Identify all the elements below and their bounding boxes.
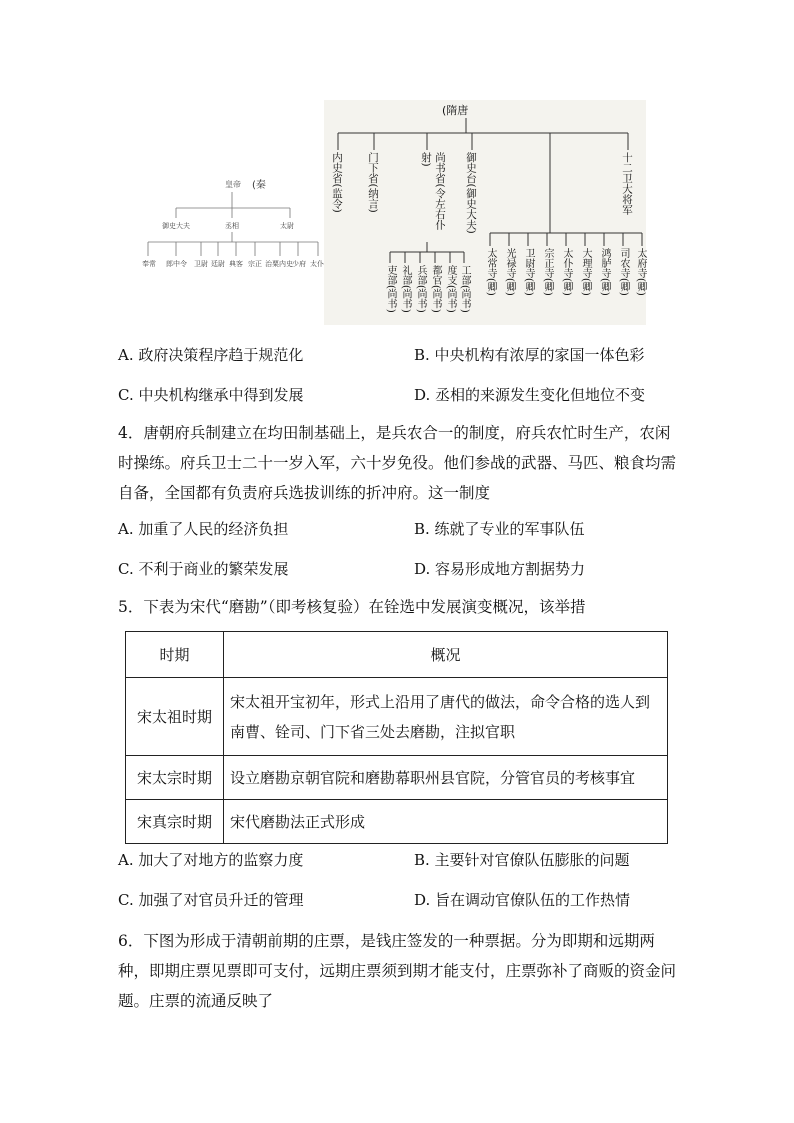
table-cell-desc: 宋代磨勘法正式形成 (224, 800, 668, 844)
q4-option-c[interactable]: C. 不利于商业的繁荣发展 (118, 560, 289, 578)
q5-option-c[interactable]: C. 加强了对官员升迁的管理 (118, 891, 304, 909)
court-item: 太常寺(卿) (485, 248, 496, 296)
q5-option-b[interactable]: B. 主要针对官僚队伍膨胀的问题 (414, 851, 630, 869)
qin-l2-item: 太尉 (280, 222, 294, 230)
table-cell-desc: 宋太祖开宝初年，形式上沿用了唐代的做法，命令合格的选人到南曹、铨司、门下省三处去磨勘，注拟官职 (224, 678, 668, 756)
q3-option-a[interactable]: A. 政府决策程序趋于规范化 (118, 346, 304, 364)
qin-l3-item: 宗正 (248, 260, 262, 268)
court-item: 光禄寺(卿) (504, 248, 515, 296)
q5-stem: 5．下表为宋代“磨勘”（即考核复验）在铨选中发展演变概况，该举措 (118, 598, 586, 616)
branch-item: 门下省(纳言) (367, 152, 379, 213)
suitang-top-label: (隋唐 (442, 104, 469, 117)
table-header-period: 时期 (126, 632, 224, 678)
qin-top-mark: (秦 (252, 180, 266, 191)
table-cell-desc: 设立磨勘京朝官院和磨勘幕职州县官院，分管官员的考核事宜 (224, 756, 668, 800)
q4-option-a[interactable]: A. 加重了人民的经济负担 (118, 520, 289, 538)
ministry-item: 吏部(尚书) (385, 265, 396, 313)
table-row (126, 800, 668, 844)
table-header-desc: 概况 (224, 632, 668, 678)
qin-l3-item: 廷尉 (211, 260, 225, 268)
suitang-org-chart (324, 100, 646, 325)
table-row (126, 678, 668, 756)
qin-l3-item: 郎中令 (166, 260, 187, 268)
court-item: 太府寺(卿) (635, 248, 646, 296)
qin-org-chart (140, 170, 330, 280)
q3-option-c[interactable]: C. 中央机构继承中得到发展 (118, 386, 304, 404)
q5-table (125, 631, 668, 844)
q6-stem: 6．下图为形成于清朝前期的庄票，是钱庄签发的一种票据。分为即期和远期两种，即期庄票见票即可支付，远期庄票须到期才能支付，庄票弥补了商贩的资金问题。庄票的流通反映了 (118, 932, 677, 1010)
qin-l3-item: 典客 (229, 260, 243, 268)
court-item: 太仆寺(卿) (561, 248, 572, 296)
court-item: 司农寺(卿) (618, 248, 629, 296)
qin-l3-item: 卫尉 (194, 260, 208, 268)
qin-l3-item: 治粟内史 (265, 260, 293, 268)
q4-option-d[interactable]: D. 容易形成地方割据势力 (414, 560, 586, 578)
q5-option-d[interactable]: D. 旨在调动官僚队伍的工作热情 (414, 891, 631, 909)
table-cell-period: 宋太祖时期 (126, 678, 224, 756)
court-item: 卫尉寺(卿) (523, 248, 534, 296)
court-item: 宗正寺(卿) (542, 248, 553, 296)
qin-l2-item: 御史大夫 (162, 222, 190, 230)
ministry-item: 兵部(尚书) (415, 265, 426, 313)
qin-l3-item: 太仆 (310, 260, 324, 268)
branch-item: 尚书省(令左右仆射) (420, 152, 446, 230)
qin-l3-item: 少府 (292, 260, 306, 268)
branch-item: 十二卫大将军 (621, 152, 633, 215)
ministry-item: 都官(尚书) (430, 265, 441, 313)
q4-stem: 4．唐朝府兵制建立在均田制基础上，是兵农合一的制度，府兵农忙时生产，农闲时操练。府兵卫士二十一岁入军，六十岁免役。他们参战的武器、马匹、粮食均需自备，全国都有负责府兵选拔训练的折冲府。这一制度 (118, 424, 677, 502)
table-cell-period: 宋真宗时期 (126, 800, 224, 844)
ministry-item: 度支(尚书) (445, 265, 456, 313)
court-item: 鸿胪寺(卿) (599, 248, 610, 296)
q4-option-b[interactable]: B. 练就了专业的军事队伍 (414, 520, 585, 538)
table-header-row (126, 632, 668, 678)
branch-item: 御史台(御史大夫) (465, 152, 477, 234)
branch-item: 内史省(监令) (331, 152, 343, 213)
ministry-item: 工部(尚书) (459, 265, 470, 313)
court-item: 大理寺(卿) (580, 248, 591, 296)
qin-l2-item: 丞相 (225, 222, 239, 230)
table-row (126, 756, 668, 800)
q5-option-a[interactable]: A. 加大了对地方的监察力度 (118, 851, 304, 869)
qin-l3-item: 奉常 (142, 260, 156, 268)
table-cell-period: 宋太宗时期 (126, 756, 224, 800)
qin-top-label: 皇帝 (225, 180, 241, 189)
q3-option-b[interactable]: B. 中央机构有浓厚的家国一体色彩 (414, 346, 645, 364)
q3-option-d[interactable]: D. 丞相的来源发生变化但地位不变 (414, 386, 646, 404)
ministry-item: 礼部(尚书) (400, 265, 411, 313)
